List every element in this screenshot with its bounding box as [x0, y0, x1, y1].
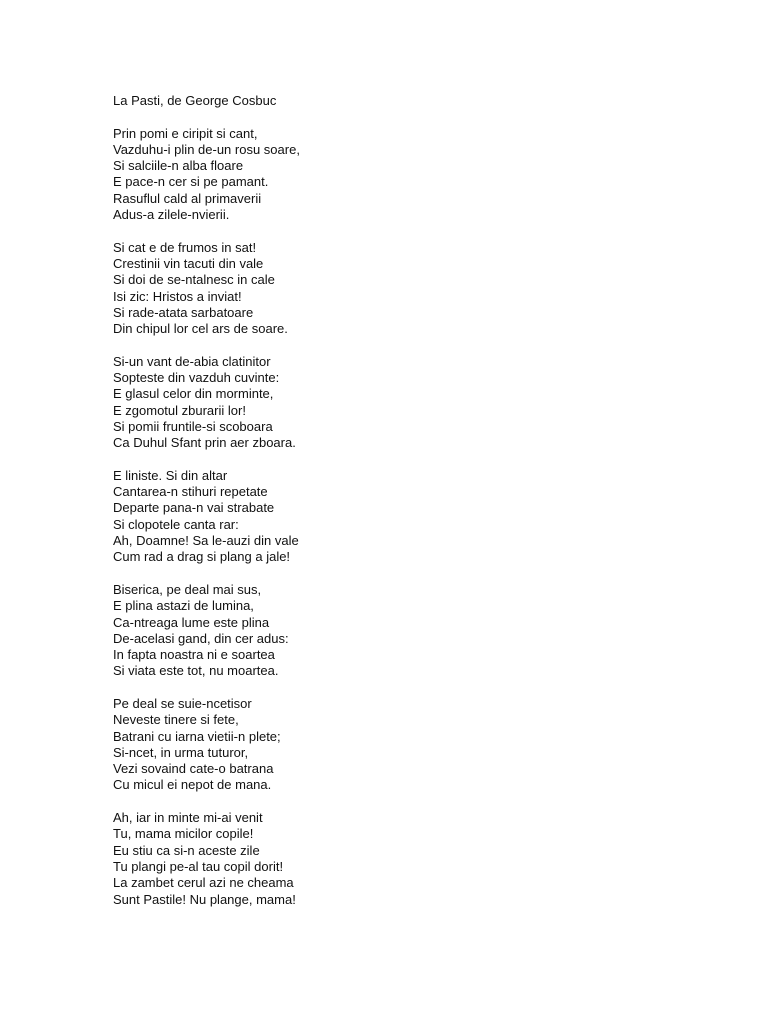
- poem-line: Si viata este tot, nu moartea.: [113, 663, 279, 679]
- poem-line: E glasul celor din morminte,: [113, 386, 274, 402]
- poem-page: [113, 93, 673, 924]
- poem-line: Vezi sovaind cate-o batrana: [113, 761, 274, 777]
- poem-line: Ah, iar in minte mi-ai venit: [113, 810, 263, 826]
- poem-line: Ca Duhul Sfant prin aer zboara.: [113, 435, 296, 451]
- stanza-3: [113, 354, 673, 452]
- poem-line: Neveste tinere si fete,: [113, 712, 239, 728]
- poem-line: Sopteste din vazduh cuvinte:: [113, 370, 280, 386]
- poem-line: Tu, mama micilor copile!: [113, 826, 254, 842]
- poem-line: Cum rad a drag si plang a jale!: [113, 549, 291, 565]
- stanza-5: [113, 582, 673, 680]
- poem-line: Crestinii vin tacuti din vale: [113, 255, 264, 271]
- poem-line: Ca-ntreaga lume este plina: [113, 614, 270, 630]
- poem-line: Vazduhu-i plin de-un rosu soare,: [113, 141, 300, 157]
- poem-line: E pace-n cer si pe pamant.: [113, 174, 269, 190]
- stanza-6: [113, 696, 673, 794]
- poem-line: E plina astazi de lumina,: [113, 598, 254, 614]
- poem-line: Isi zic: Hristos a inviat!: [113, 288, 242, 304]
- poem-line: Din chipul lor cel ars de soare.: [113, 321, 288, 337]
- poem-line: Tu plangi pe-al tau copil dorit!: [113, 858, 284, 874]
- poem-line: Si clopotele canta rar:: [113, 516, 239, 532]
- stanza-1: [113, 126, 673, 224]
- poem-line: Sunt Pastile! Nu plange, mama!: [113, 891, 296, 907]
- poem-line: Ah, Doamne! Sa le-auzi din vale: [113, 533, 299, 549]
- poem-line: Eu stiu ca si-n aceste zile: [113, 842, 260, 858]
- poem-line: De-acelasi gand, din cer adus:: [113, 630, 289, 646]
- stanza-4: [113, 468, 673, 566]
- poem-line: Cu micul ei nepot de mana.: [113, 777, 272, 793]
- poem-line: Batrani cu iarna vietii-n plete;: [113, 728, 281, 744]
- poem-line: Prin pomi e ciripit si cant,: [113, 125, 258, 141]
- poem-line: Si rade-atata sarbatoare: [113, 304, 254, 320]
- poem-line: Si doi de se-ntalnesc in cale: [113, 272, 275, 288]
- stanza-2: [113, 240, 673, 338]
- poem-line: Si-ncet, in urma tuturor,: [113, 744, 249, 760]
- poem-line: Biserica, pe deal mai sus,: [113, 581, 262, 597]
- stanza-7: [113, 810, 673, 908]
- poem-line: Departe pana-n vai strabate: [113, 500, 275, 516]
- poem-line: La zambet cerul azi ne cheama: [113, 875, 294, 891]
- poem-line: E zgomotul zburarii lor!: [113, 402, 246, 418]
- poem-line: Si pomii fruntile-si scoboara: [113, 418, 273, 434]
- poem-line: E liniste. Si din altar: [113, 467, 228, 483]
- poem-title: La Pasti, de George Cosbuc: [113, 93, 277, 108]
- poem-line: In fapta noastra ni e soartea: [113, 647, 275, 663]
- poem-line: Si-un vant de-abia clatinitor: [113, 353, 271, 369]
- poem-line: Si cat e de frumos in sat!: [113, 239, 257, 255]
- poem-line: Adus-a zilele-nvierii.: [113, 207, 230, 223]
- poem-line: Pe deal se suie-ncetisor: [113, 695, 252, 711]
- poem-line: Rasuflul cald al primaverii: [113, 190, 262, 206]
- poem-line: Cantarea-n stihuri repetate: [113, 484, 268, 500]
- poem-line: Si salciile-n alba floare: [113, 158, 244, 174]
